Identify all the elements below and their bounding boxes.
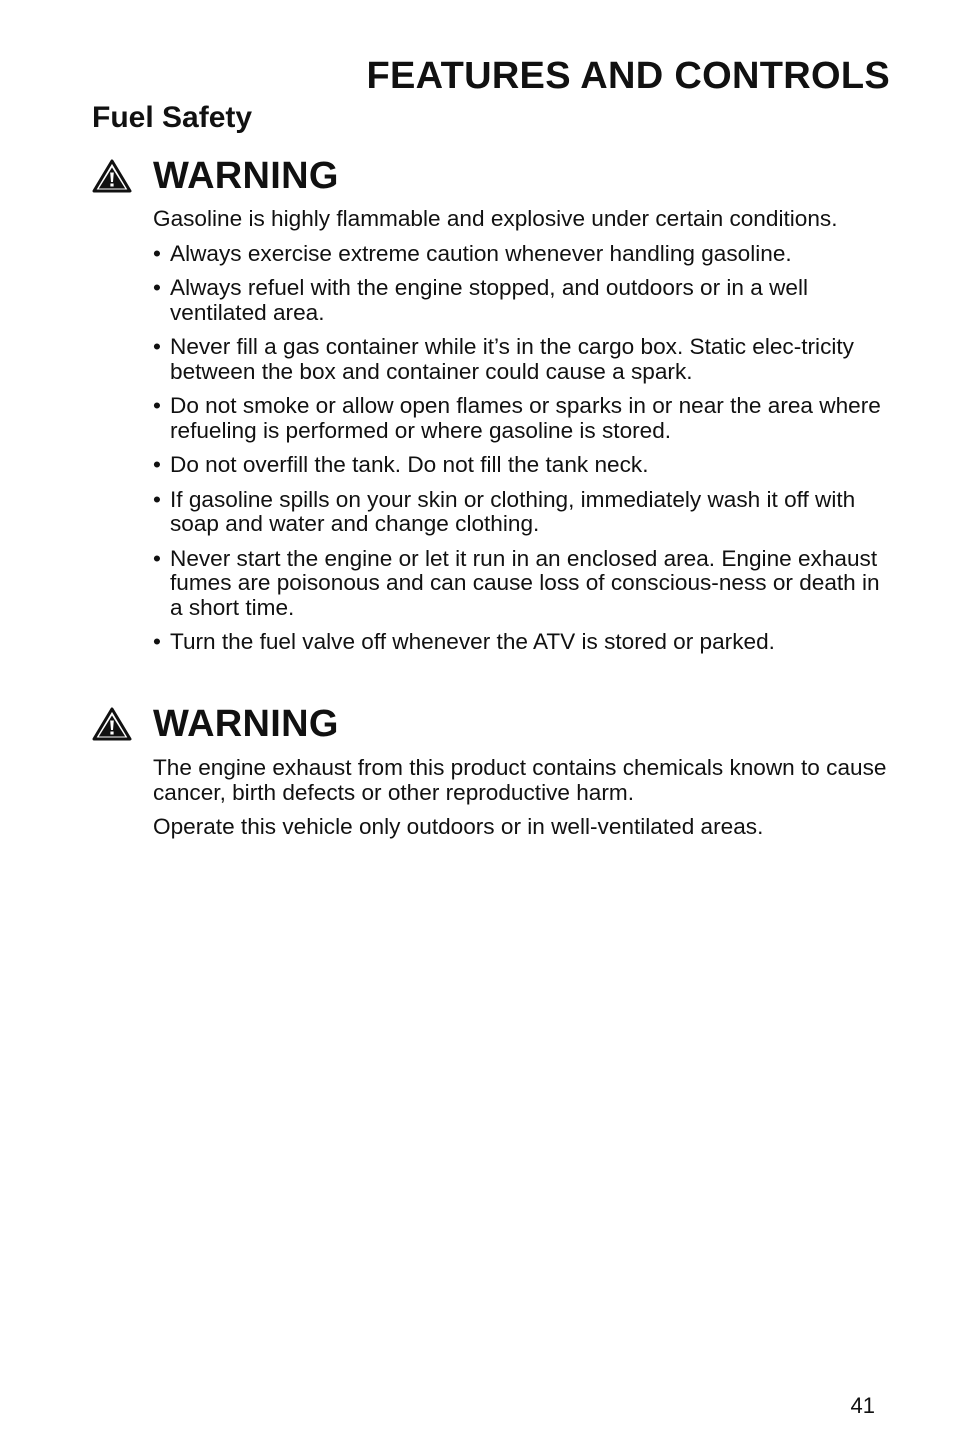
list-item xyxy=(153,547,893,621)
page-number: 41 xyxy=(850,1393,875,1418)
list-item xyxy=(153,630,893,655)
bullet: • xyxy=(153,275,161,300)
bullet: • xyxy=(153,240,161,266)
list-item-text: Do not smoke or allow open flames or sparks in or near the area where refueling is performed or where gasoline is stored. xyxy=(170,393,881,443)
bullet: • xyxy=(153,545,161,571)
bullet: • xyxy=(153,393,161,418)
warning-heading-exhaust xyxy=(92,703,339,745)
list-item-text: Always refuel with the engine stopped, and outdoors or in a well ventilated area. xyxy=(170,275,809,325)
bullet: • xyxy=(153,452,161,477)
bullet: • xyxy=(153,486,161,512)
warning-paragraph: The engine exhaust from this product contains chemicals known to cause cancer, birth defects or other reproductive harm. xyxy=(153,755,887,805)
list-item-text: Do not overfill the tank. Do not fill the tank neck. xyxy=(170,452,649,477)
list-item-text: Never fill a gas container while it’s in the cargo box. Static elec-tricity between the box and container could cause a spark. xyxy=(170,334,854,384)
list-item-text: Turn the fuel valve off whenever the ATV is stored or parked. xyxy=(170,629,775,654)
list-item xyxy=(153,453,893,478)
bullet: • xyxy=(153,629,161,654)
warning-heading-fuel xyxy=(92,155,339,197)
warning-list xyxy=(153,242,893,655)
list-item xyxy=(153,335,893,384)
list-item xyxy=(153,394,893,443)
list-item xyxy=(153,488,893,537)
page-header: FEATURES AND CONTROLS xyxy=(366,55,890,97)
list-item xyxy=(153,276,893,325)
bullet: • xyxy=(153,334,161,359)
warning-triangle-icon xyxy=(92,707,132,741)
warning-paragraph: Operate this vehicle only outdoors or in well-ventilated areas. xyxy=(153,814,764,839)
section-title: Fuel Safety xyxy=(92,101,253,134)
warning-triangle-icon xyxy=(92,159,132,193)
warning-title: WARNING xyxy=(153,154,339,197)
warning-title: WARNING xyxy=(153,702,339,745)
warning-intro: Gasoline is highly flammable and explosive under certain conditions. xyxy=(153,206,838,231)
warning-body-fuel xyxy=(153,207,893,665)
list-item-text: Always exercise extreme caution whenever handling gasoline. xyxy=(170,240,792,266)
list-item-text: If gasoline spills on your skin or clothing, immediately wash it off with soap and water and change clothing. xyxy=(170,486,856,536)
list-item xyxy=(153,242,893,267)
list-item-text: Never start the engine or let it run in an enclosed area. Engine exhaust fumes are poisonous and can cause loss of conscious-ness or death in a short time. xyxy=(170,545,880,620)
warning-body-exhaust xyxy=(153,756,893,850)
